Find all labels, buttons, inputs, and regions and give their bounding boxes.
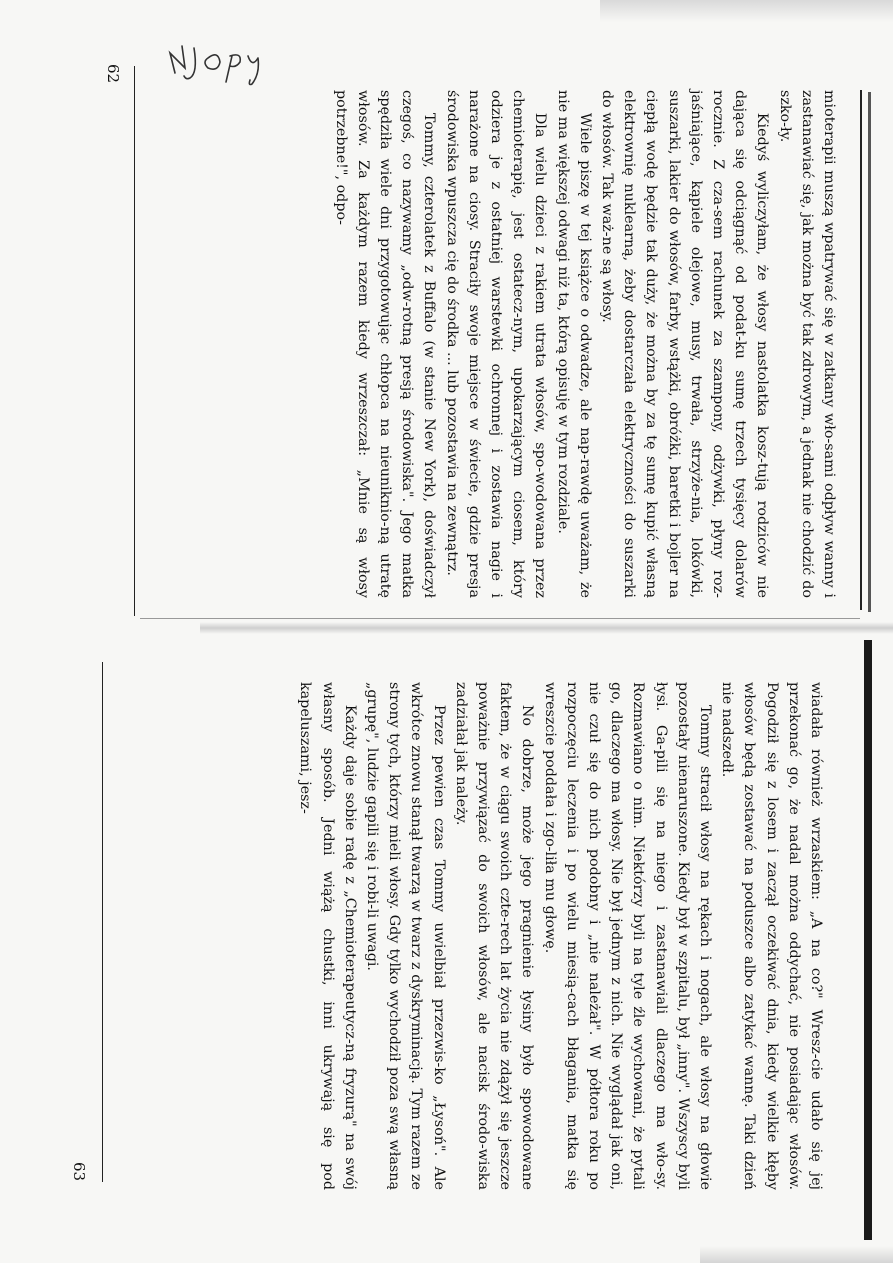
paragraph: wiadała również wrzaskiem: „A na co?" Wresz-cie udało się jej przekonać go, że nadal można oddychać, nie posiadając włosów. Pogodził się z losem i zaczął oczekiwać dnia, kiedy wielkie kłęby włosów będą zostawać na poduszce albo zatykać wannę. Taki dzień nie nadszedł. — [719, 682, 824, 1190]
paragraph: No dobrze, może jego pragnienie łysiny było spowodowane faktem, że w ciągu swoich czte-rech lat życia nie zdążył się jeszcze poważnie przywiązać do swoich włosów, ale nacisk środo-wiska zadziałał jak należy. — [452, 682, 536, 1190]
text-column — [329, 90, 840, 598]
page-number: 63 — [70, 1162, 88, 1182]
text-column — [294, 682, 827, 1190]
paragraph: Wiele piszę w tej książce o odwadze, ale nap-rawdę uważam, że nie ma większej odwagi niż ta, którą opisuję w tym rozdziale. — [554, 90, 593, 598]
header-rule — [134, 66, 135, 616]
page-edge-line — [860, 90, 862, 610]
page-number: 62 — [104, 64, 122, 84]
header-rule — [102, 662, 103, 1182]
paragraph: Przez pewien czas Tommy uwielbiał przezwis-ko „Łysoń". Ale wkrótce znowu stanął twarzą w twarz z dyskryminacją. Tym razem ze strony tych, którzy mieli włosy. Gdy tylko wychodził poza swą własną „grupę", ludzie gapili się i robi-li uwagi. — [363, 682, 447, 1190]
paragraph: Tommy, czterolatek z Buffalo (w stanie New York), doświadczył czegoś, co nazywamy „odw-rotną presją środowiska". Jego matka spędziła wiele dni przygotowując chłopca na nieuniknio-ną utratę włosów. Za każdym razem kiedy wrzeszczał: „Mnie są włosy potrzebne!", odpo- — [332, 90, 438, 598]
paragraph: Tommy stracił włosy na rękach i nogach, ale włosy na głowie pozostały nienaruszone. Kiedy był w szpitalu, był „inny". Wszyscy byli łysi. Ga-pili się na niego i zastanawiali dlaczego ma wło-sy. Rozmawiano o nim. Niektórzy byli na tyle źle wychowani, że pytali go, dlaczego ma włosy. Nie był jednym z nich. Nie wyglądał jak oni, nie czuł się do nich podobny i „nie należał". W półtora roku po rozpoczęciu leczenia i po wielu miesią-cach błagania, matka się wreszcie poddała i zgo-liła mu głowę. — [541, 682, 713, 1190]
paragraph: Dla wielu dzieci z rakiem utrata włosów, spo-wodowana przez chemioterapię, jest ostatecz-nym, upokarzającym ciosem, który odziera je z ostatniej warstewki ochronnej i zostawia nagie i narażone na ciosy. Straciły swoje miejsce w świecie, gdzie presja środowiska wpuszcza cię do środka ... lub pozostawia na zewnątrz. — [443, 90, 549, 598]
page-edge-line — [140, 618, 860, 619]
binding-shadow — [868, 92, 871, 612]
paragraph: mioterapii muszą wpatrywać się w zatkany wło-sami odpływ wanny i zastanawiać się, jak można być tak zdrowym, a jednak nie chodzić do szko-ły. — [776, 90, 837, 598]
paragraph: Każdy daje sobie radę z „Chemioterapeutycz-ną fryzurą" na swój własny sposób. Jedni wiążą chustki, inni ukrywają się pod kapeluszami, jesz- — [297, 682, 358, 1190]
paragraph: Kiedyś wyliczyłam, że włosy nastolatka kosz-tują rodziców nie dająca się odciągnąć od podat-ku sumę trzech tysięcy dolarów rocznie. Z cza-sem rachunek za szampony, odżywki, płyny roz-jaśniające, kąpiele olejowe, musy, trwała, strzyże-nia, lokówki, suszarki, lakier do włosów, farby, wstążki, obróżki, baretki i bojler na ciepłą wodę będzie tak duży, że można by za tę sumę kupić własną elektrownię nuklearną, żeby dostarczała elektryczności do suszarki do włosów. Tak waż-ne są włosy. — [598, 90, 771, 598]
binding-shadow — [864, 640, 872, 1240]
